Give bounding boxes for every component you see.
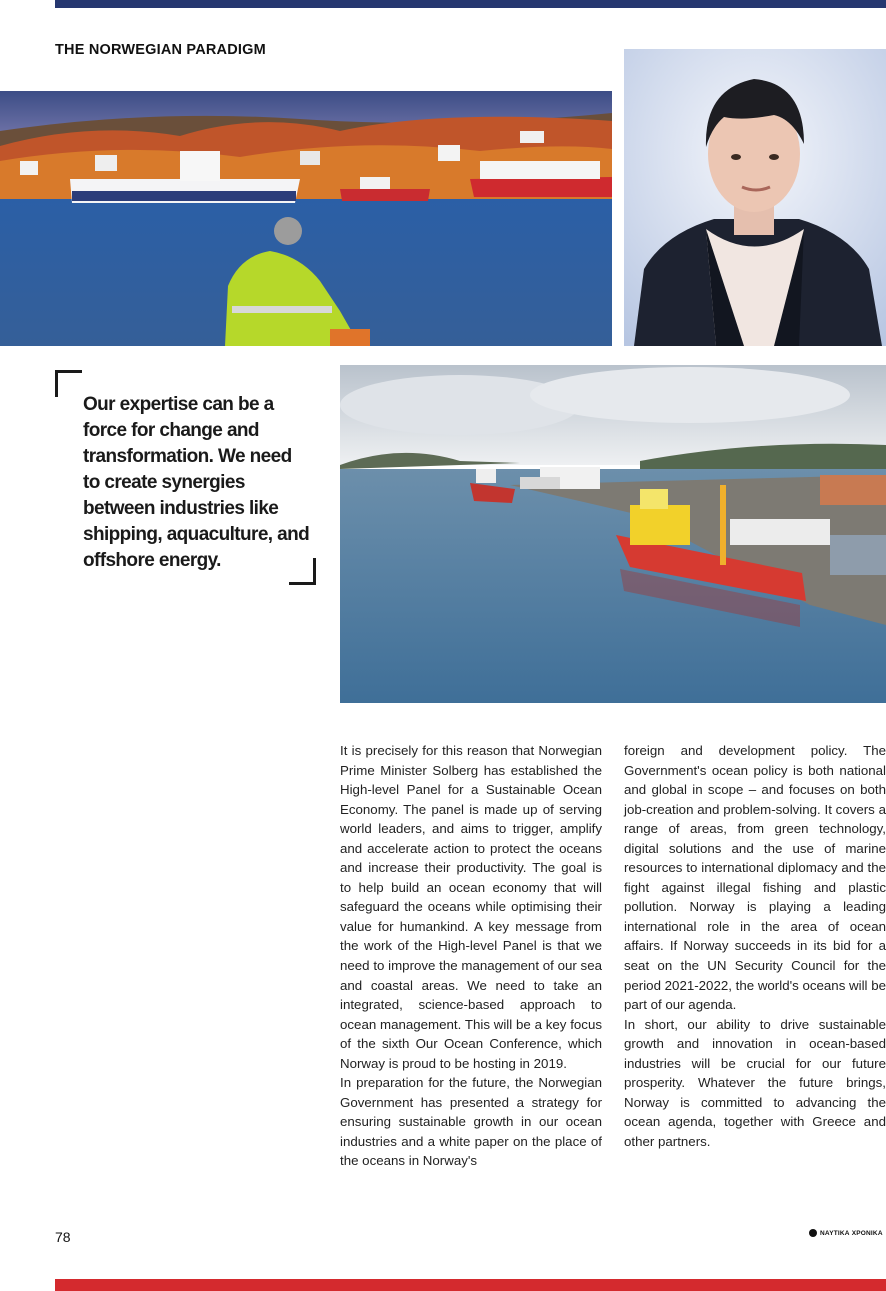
portrait-photo: [624, 49, 886, 346]
harbor-photo: [0, 91, 612, 346]
port-illustration: [340, 365, 886, 703]
section-title: THE NORWEGIAN PARADIGM: [55, 42, 266, 58]
body-paragraph: foreign and development policy. The Government's ocean policy is both national and global in scope – and focuses on both job-creation and problem-solving. It covers a range of areas, from green technology, digital solutions and the use of marine resources to international diplomacy and the fight against illegal fishing and plastic pollution. Norway is playing a leading international role in the area of ocean affairs. If Norway succeeds in its bid for a seat on the UN Security Council for the period 2021-2022, the world's oceans will be part of our agenda.: [624, 743, 886, 1013]
top-color-bar: [55, 0, 886, 8]
publication-logo: [809, 1229, 883, 1237]
body-paragraph: In short, our ability to drive sustainable growth and innovation in ocean-based industries will be crucial for our future prosperity. Whatever the future brings, Norway is committed to advancing the ocean agenda, together with Greece and other partners.: [624, 1016, 886, 1149]
harbor-illustration: [0, 91, 612, 346]
body-column-left: [340, 741, 602, 1171]
port-photo: [340, 365, 886, 703]
publication-logo-icon: [809, 1229, 817, 1237]
page-number: 78: [55, 1229, 71, 1245]
body-paragraph: It is precisely for this reason that Norwegian Prime Minister Solberg has established the High-level Panel for a Sustainable Ocean Economy. The panel is made up of serving world leaders, and aims to trigger, amplify and accelerate action to protect the oceans and increase their productivity. The goal is to help build an ocean economy that will safeguard the oceans while optimising their value for humankind. A key message from the work of the High-level Panel is that we need to improve the management of our sea and coastal areas. We need to take an integrated, science-based approach to ocean management. This will be a key focus of the sixth Our Ocean Conference, which Norway is proud to be hosting in 2019.: [340, 743, 602, 1071]
quote-corner-top-left: [55, 370, 82, 397]
bottom-color-bar: [55, 1279, 886, 1291]
quote-corner-bottom-right: [289, 558, 316, 585]
body-column-right: [624, 741, 886, 1151]
pull-quote: [55, 370, 320, 585]
portrait-illustration: [624, 49, 886, 346]
pull-quote-text: Our expertise can be a force for change and transformation. We need to create synergies between industries like shipping, aquaculture, and offshore energy.: [83, 394, 310, 571]
body-paragraph: In preparation for the future, the Norwegian Government has presented a strategy for ensuring sustainable growth in our ocean industries and a white paper on the place of the oceans in Norway's: [340, 1075, 602, 1169]
publication-name: ΝΑΥΤΙΚΑ ΧΡΟΝΙΚΑ: [820, 1229, 883, 1237]
